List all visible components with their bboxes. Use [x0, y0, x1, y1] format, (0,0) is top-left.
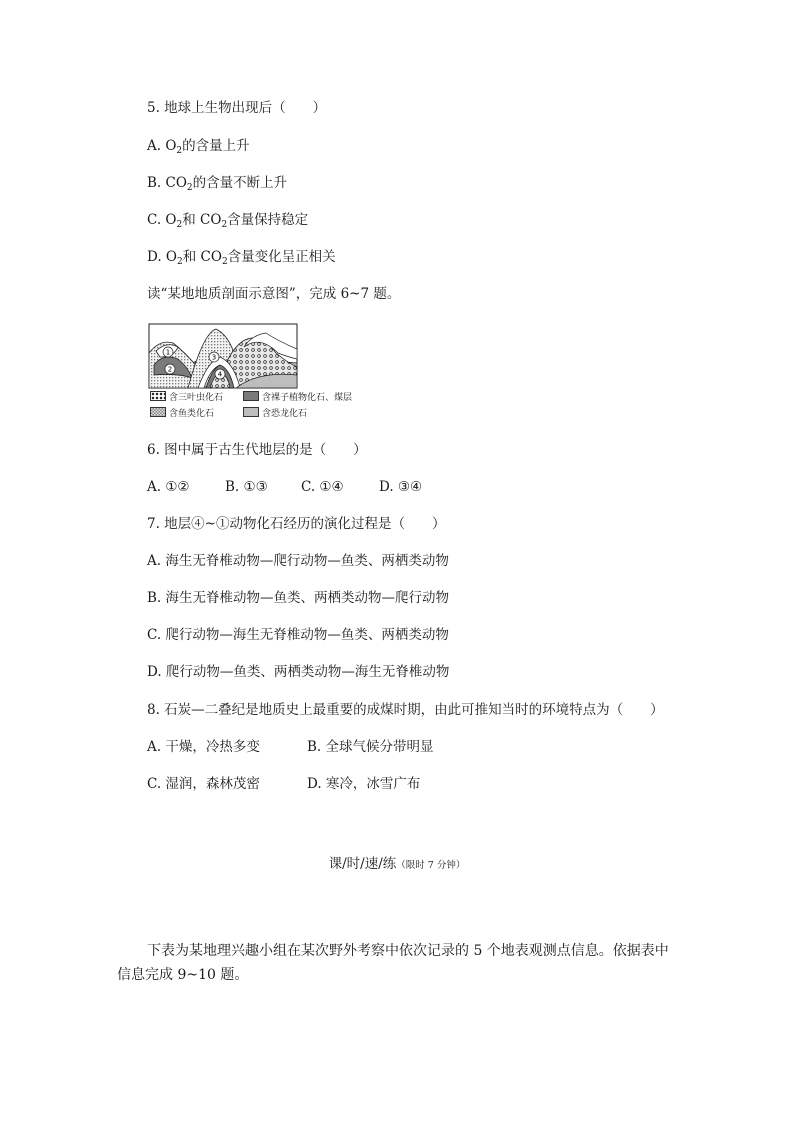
q5-a-post: 的含量上升	[182, 138, 250, 154]
q6-option-b: B. ①③	[225, 479, 268, 495]
q8-stem: 8. 石炭—二叠纪是地质史上最重要的成煤时期，由此可推知当时的环境特点为（ ）	[147, 702, 664, 718]
q5-c-mid: 和 CO	[182, 212, 222, 228]
fish-swatch	[150, 407, 166, 417]
legend-dinosaur-label: 含恐龙化石	[262, 409, 308, 419]
q8-option-c: C. 湿润，森林茂密	[147, 776, 260, 792]
gymnosperm-swatch	[243, 391, 259, 401]
q5-d-pre: D. O	[147, 249, 177, 265]
intro-paragraph-9-10: 下表为某地理兴趣小组在某次野外考察中依次记录的 5 个地表观测点信息。依据表中信息完成 9~10 题。	[117, 943, 669, 983]
layer-label-3: 3	[211, 353, 217, 362]
layer-label-2: 2	[167, 365, 173, 374]
q5-d-mid: 和 CO	[182, 249, 222, 265]
q5-c-post: 含量保持稳定	[227, 212, 309, 228]
q5-option-a	[147, 137, 250, 160]
legend-dinosaur	[243, 407, 307, 420]
q7-stem: 7. 地层④~①动物化石经历的演化过程是（ ）	[147, 516, 446, 532]
q5-d-post: 含量变化呈正相关	[227, 249, 336, 265]
q5-option-d	[147, 248, 336, 271]
q7-option-c: C. 爬行动物—海生无脊椎动物—鱼类、两栖类动物	[147, 627, 449, 643]
q8-options-row1	[147, 738, 434, 756]
q5-d-sub2: 2	[221, 257, 228, 267]
section-time-limit: （限时 7 分钟）	[396, 860, 466, 871]
q6-options	[147, 478, 422, 496]
legend-fish-label: 含鱼类化石	[169, 409, 215, 419]
q8-option-a: A. 干燥，冷热多变	[147, 739, 260, 755]
q6-stem: 6. 图中属于古生代地层的是（ ）	[147, 442, 367, 458]
q7-option-a: A. 海生无脊椎动物—爬行动物—鱼类、两栖类动物	[147, 553, 449, 569]
q5-a-pre: A. O	[147, 138, 177, 154]
section-title: 课/时/速/练	[328, 856, 397, 872]
geologic-section-figure	[148, 323, 368, 421]
intro-text: 读“某地地质剖面示意图”，完成 6~7 题。	[147, 286, 401, 302]
q5-b-pre: B. CO	[147, 175, 187, 191]
q5-b-post: 的含量不断上升	[192, 175, 288, 191]
q7-option-b: B. 海生无脊椎动物—鱼类、两栖类动物—爬行动物	[147, 590, 450, 606]
dinosaur-swatch	[243, 407, 259, 417]
q5-stem: 5. 地球上生物出现后（ ）	[147, 100, 327, 116]
cross-section-diagram	[148, 323, 298, 389]
q5-c-pre: C. O	[147, 212, 177, 228]
q5-option-c	[147, 211, 308, 234]
trilobite-swatch	[150, 391, 166, 401]
legend-trilobite-label: 含三叶虫化石	[169, 393, 224, 403]
q5-option-b	[147, 174, 287, 197]
legend-gymnosperm	[243, 391, 352, 404]
legend-fish	[150, 407, 214, 420]
legend-gymnosperm-label: 含裸子植物化石、煤层	[262, 393, 353, 403]
q5-a-sub: 2	[176, 146, 183, 156]
q5-c-sub1: 2	[176, 220, 183, 230]
q7-option-d: D. 爬行动物—鱼类、两栖类动物—海生无脊椎动物	[147, 664, 450, 680]
q8-options-row2	[147, 775, 420, 793]
q6-option-d: D. ③④	[379, 479, 423, 495]
q8-option-d: D. 寒冷，冰雪广布	[307, 776, 421, 792]
legend-trilobite	[150, 391, 223, 404]
q5-d-sub1: 2	[177, 257, 183, 267]
q8-option-b: B. 全球气候分带明显	[307, 739, 434, 755]
q5-b-sub: 2	[186, 183, 193, 193]
q6-option-c: C. ①④	[301, 479, 344, 495]
layer-label-4: 4	[217, 370, 223, 379]
q6-option-a: A. ①②	[147, 479, 190, 495]
q5-c-sub2: 2	[221, 220, 228, 230]
section-heading	[0, 852, 794, 872]
layer-label-1: 1	[165, 348, 171, 357]
